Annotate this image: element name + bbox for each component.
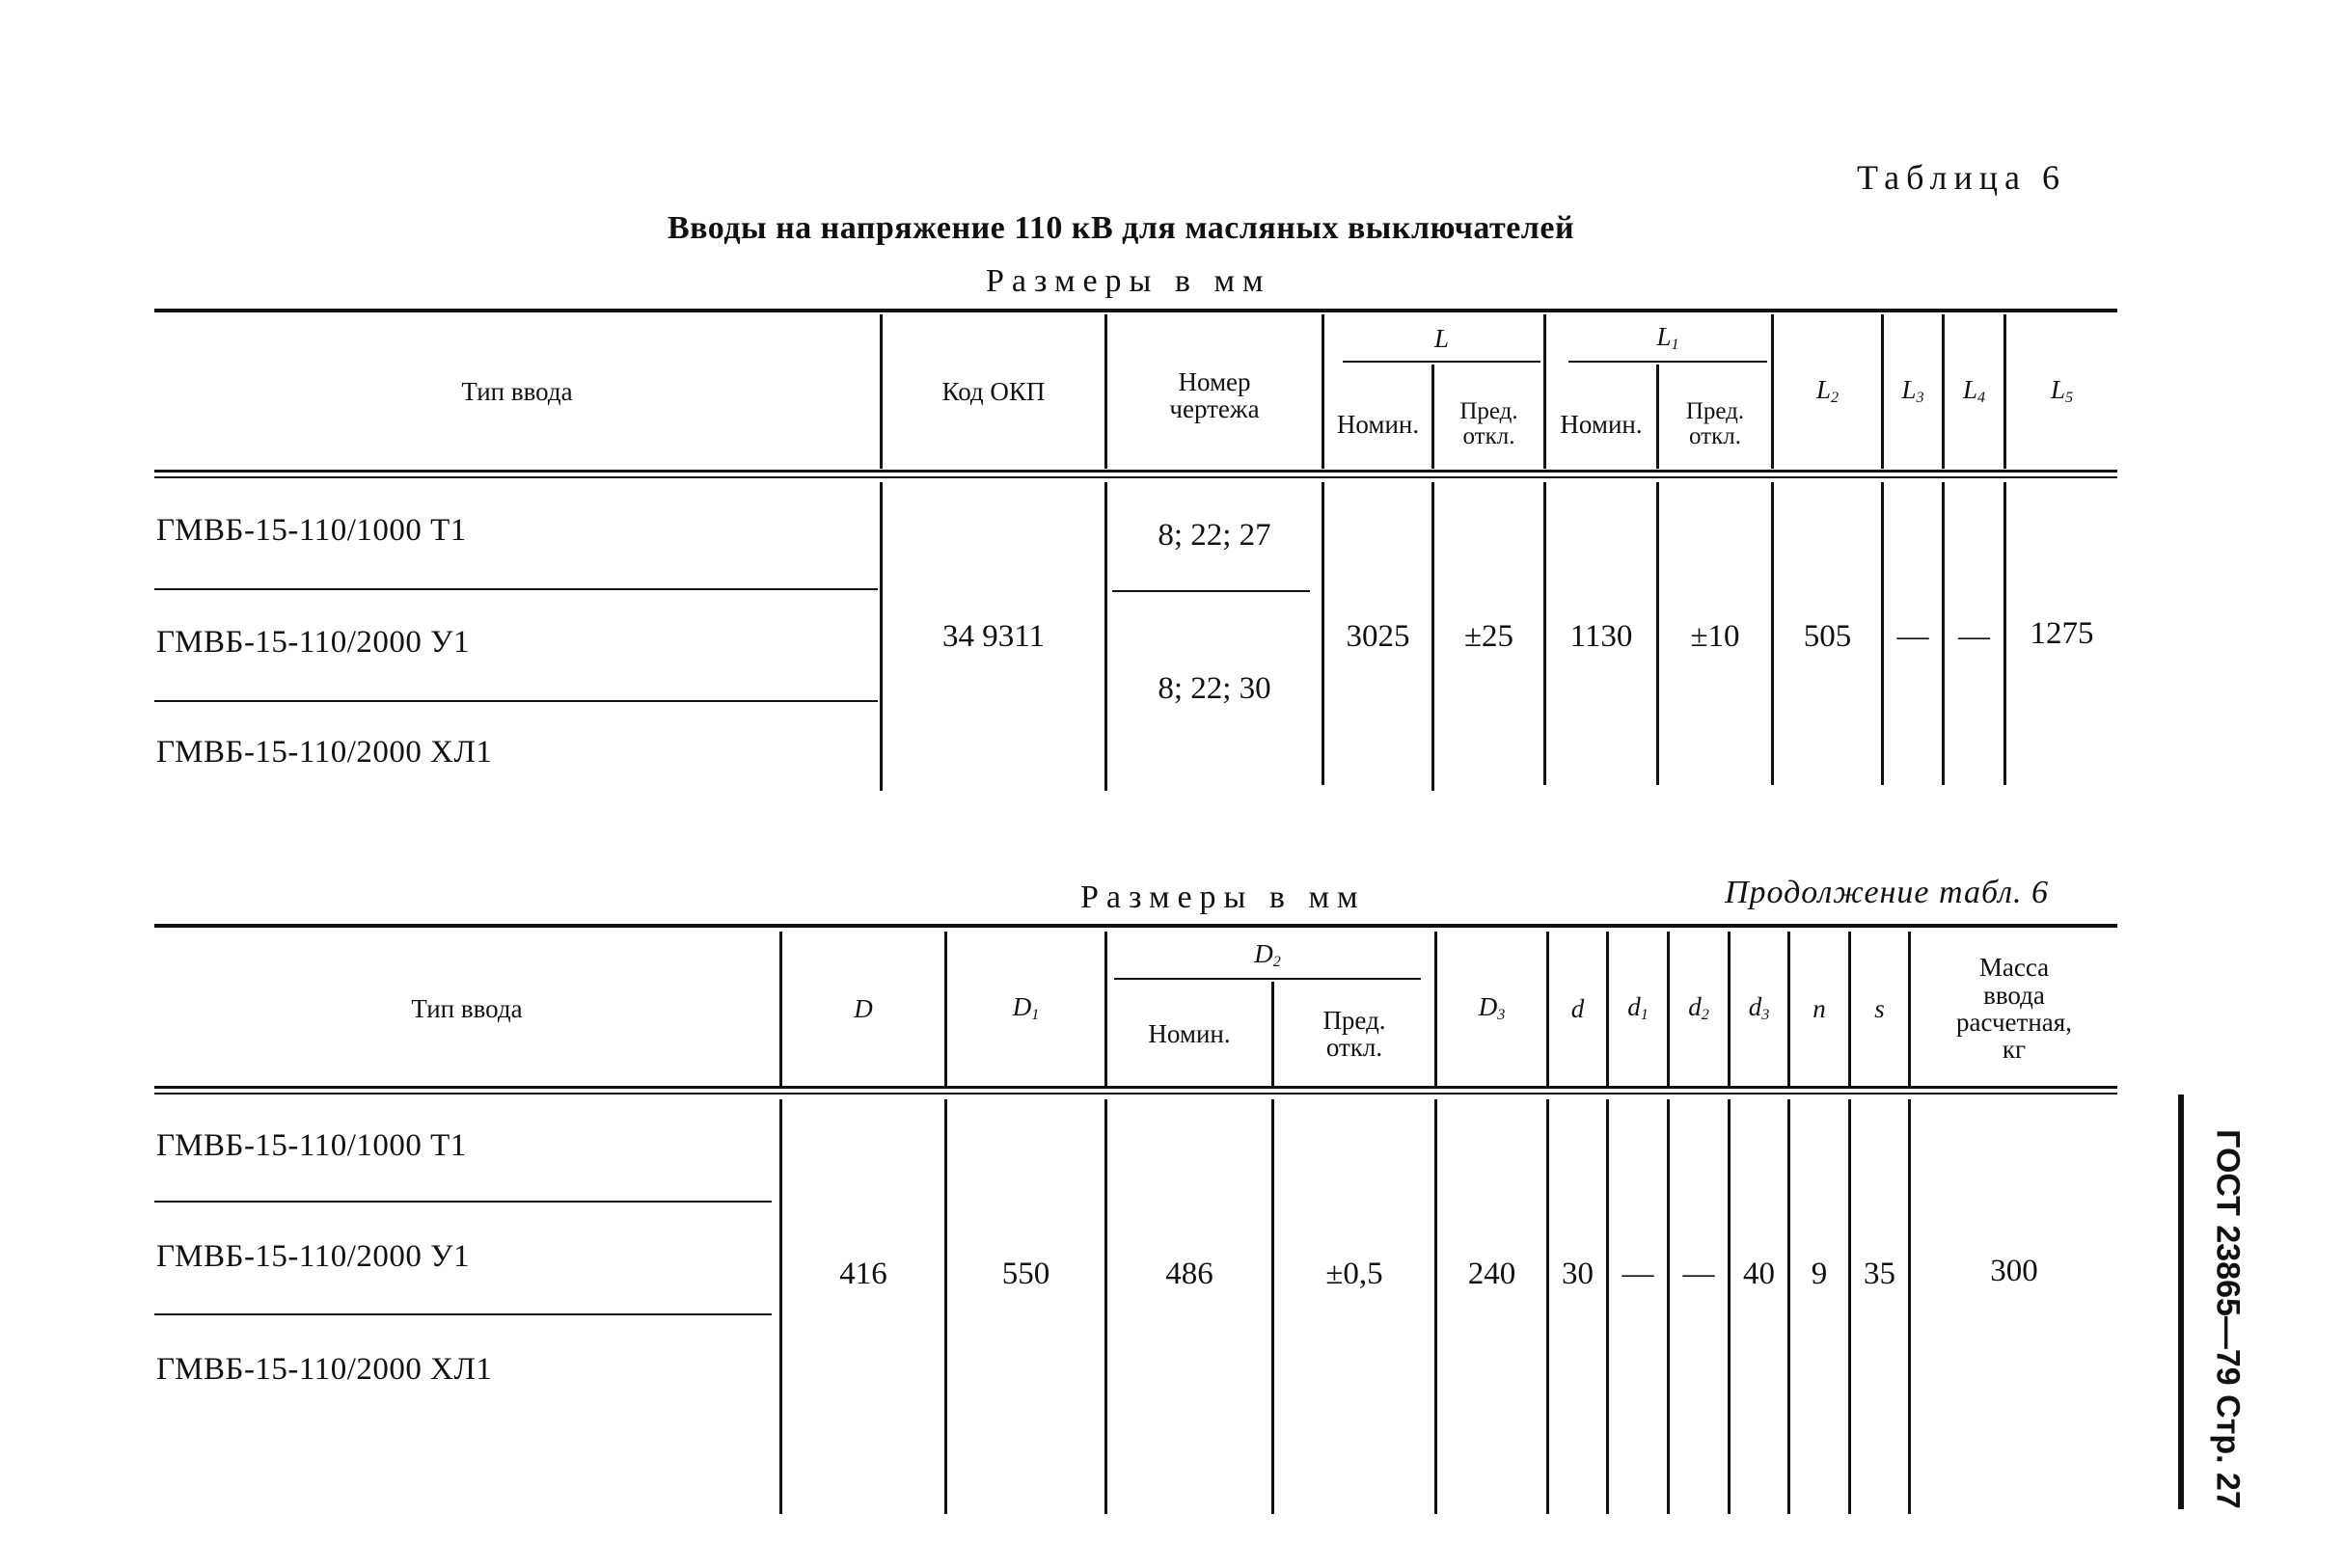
col-header-d2: $d_2$ (1688, 992, 1709, 1024)
table2-D2-nom: 486 (1165, 1256, 1213, 1291)
table-label: Таблица 6 (1857, 158, 2066, 197)
col-header-L4: $L_4$ (1962, 375, 1986, 407)
table2-n: 9 (1811, 1256, 1828, 1291)
table1-L5: 1275 (2030, 615, 2094, 651)
table2-D3: 240 (1467, 1256, 1516, 1291)
col-header-L5: $L_5$ (2050, 375, 2074, 407)
table2-mass: 300 (1990, 1253, 2038, 1288)
col-header-D2-nomin: Номин. (1148, 1018, 1231, 1048)
units-note: Размеры в мм (986, 263, 1271, 299)
units-note-2: Размеры в мм (1080, 879, 1366, 915)
table1-drawing-1: 8; 22; 27 (1158, 517, 1271, 553)
table1-L2: 505 (1803, 618, 1852, 654)
col-header-L1-tol: Пред. откл. (1685, 397, 1745, 449)
table2-D: 416 (839, 1256, 887, 1291)
col-header-L2: $L_2$ (1815, 375, 1840, 407)
standard-page-code: ГОСТ 23865—79 Стр. 27 (2209, 1129, 2247, 1509)
table2-s: 35 (1864, 1256, 1895, 1291)
col-header-okp: Код ОКП (941, 376, 1046, 406)
table2-d1: — (1622, 1256, 1654, 1291)
table1-L-nom: 3025 (1346, 618, 1410, 654)
table1-row-type-1: ГМВБ-15-110/1000 Т1 (156, 513, 467, 548)
table2-D1: 550 (1001, 1256, 1050, 1291)
table1-L1-tol: ±10 (1690, 618, 1740, 654)
col-header-d: d (1570, 993, 1585, 1023)
table2-row-type-2: ГМВБ-15-110/2000 У1 (156, 1239, 470, 1274)
side-rule (2178, 1095, 2184, 1509)
table1-L-tol: ±25 (1463, 618, 1514, 654)
col-header-n: n (1813, 993, 1826, 1023)
col-header-d3: $d_3$ (1748, 992, 1770, 1024)
col-header-s: s (1874, 993, 1885, 1023)
table2-d3: 40 (1743, 1256, 1775, 1291)
col-header-D2-tol: Пред. откл. (1322, 1005, 1386, 1062)
col-header-D: D (854, 993, 873, 1023)
table1-row-type-3: ГМВБ-15-110/2000 ХЛ1 (156, 735, 493, 770)
col-header-L-nomin: Номин. (1336, 409, 1420, 439)
table-title: Вводы на напряжение 110 кВ для масляных выключателей (668, 210, 1575, 246)
table1-L3: — (1896, 618, 1929, 654)
table2-D2-tol: ±0,5 (1325, 1256, 1383, 1291)
continuation-note: Продолжение табл. 6 (1725, 875, 2050, 910)
table1-okp: 34 9311 (941, 618, 1046, 654)
col-header-L3: $L_3$ (1901, 375, 1924, 407)
col-header-d1: $d_1$ (1627, 992, 1649, 1024)
table1-L1-nom: 1130 (1569, 618, 1633, 654)
table2-row-type-1: ГМВБ-15-110/1000 Т1 (156, 1128, 467, 1163)
table1-L4: — (1958, 618, 1990, 654)
table2-d2: — (1682, 1256, 1715, 1291)
col-header-drawing: Номер чертежа (1169, 366, 1260, 423)
col-header-L-tol: Пред. откл. (1459, 397, 1518, 449)
col-header-mass: Масса ввода расчетная, кг (1956, 953, 2072, 1065)
col-header-L1-nomin: Номин. (1560, 409, 1643, 439)
table2-row-type-3: ГМВБ-15-110/2000 ХЛ1 (156, 1352, 493, 1387)
col-header-type-2: Тип ввода (411, 993, 523, 1023)
col-header-L: L (1433, 323, 1450, 353)
table2-d: 30 (1562, 1256, 1594, 1291)
col-header-L1: $L_1$ (1656, 322, 1679, 354)
col-header-type: Тип ввода (461, 376, 573, 406)
table1-drawing-2: 8; 22; 30 (1158, 670, 1271, 706)
table1-row-type-2: ГМВБ-15-110/2000 У1 (156, 625, 470, 660)
col-header-D3: $D_3$ (1478, 992, 1506, 1024)
col-header-D1: $D_1$ (1012, 992, 1040, 1024)
col-header-D2: $D_2$ (1254, 939, 1281, 971)
